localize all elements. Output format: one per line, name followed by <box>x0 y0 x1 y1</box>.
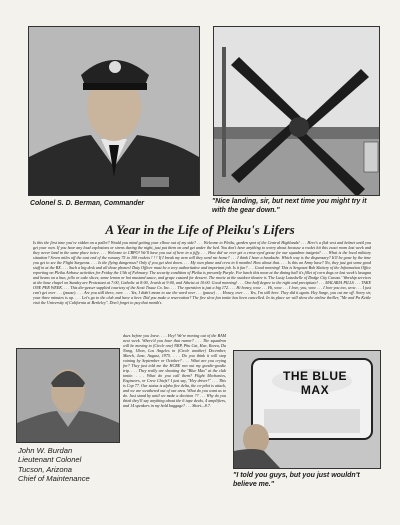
propeller-illustration <box>214 27 379 195</box>
burdan-hometown: Tucson, Arizona <box>18 464 73 474</box>
burdan-rank: Lieutenant Colonel <box>18 455 82 465</box>
commander-portrait-illustration <box>29 27 199 195</box>
article-paragraph-2: dues before you leave. . . . Hey! We're moving out of the BAM next week. Where'd you hear that rumor? . . . The squadron will be moving to (Circle one) NKP, Phu Cat, Hue, Korea, Da Nang, Ubon, Los Angeles in (Circle another) December, March, June, August, 1975. . . . Do you think it will stop raining by September or October? . . . What are you crying for? They just told me the HCRE ran out my goodie-goodie trip. . . . They really are shooting the "Blue Max" at the club tonite. . . . What do you call them? Flight Mechanics, Engineers, or Crew Chiefs? I just say, "Hey driver!" . . . This is Cop 77. Our status is alpha five delta, the co-pilot is attack, and we are weathered out of our area. What do you want us to do. Just stand by until we make a decision ?? . . . Why do you think they'll say anything about the 6 tape decks, 4 amplifiers, and 14 speakers in my hold baggage? . . . Short—8.7. <box>123 333 226 408</box>
bluemax-sign-text: THE BLUE MAX <box>283 369 347 397</box>
commander-photo <box>28 26 200 196</box>
commander-caption-text: Colonel S. D. Berman, Commander <box>30 200 145 207</box>
burdan-name: John W. Burdan <box>18 446 73 455</box>
burdan-portrait-illustration <box>17 349 119 442</box>
burdan-role: Chief of Maintenance <box>18 474 90 484</box>
propeller-photo <box>213 26 380 196</box>
bluemax-caption: "I told you guys, but you just wouldn't believe me." <box>233 472 360 488</box>
article-title: A Year in the Life of Pleiku's Lifers <box>105 222 295 237</box>
propeller-caption: "Nice landing, sir, but next time you might try it with the gear down." <box>212 198 367 214</box>
burdan-photo <box>16 348 120 443</box>
article-paragraph-1: Is this the first time you've ridden on a pallet? Would you mind getting your elbow out of my side? . . . Welcome to Pleiku, garden spot of the Central Highlands! . . . Here's a flak vest and helmet until you get your own. If you hear any loud explosions or sirens during the night, just put them on and get under the bed. You don't have anything to worry about because a rocket hit this exact room last week and they never land in the same place twice. . . . Welcome to CBPO! We'll have you out of here in a jiffy. . . . How did we ever get a cross-eyed goose for our squadron insignia? . . . What is the local military situation? Seven miles off the east end of the runway 75 to 100 rockets ! ! ! If I break my arm will they send me home? . . . I think I have a headache. Which way is the dispensary? It'll be gone by the time you get to see the Flight Surgeons. . . . Is the flying dangerous? Only if you get shot down. . . . My own plane and crew in 6 months! How about that. . . . Is this an Army base? No, they just got some good stuff in at the BX. . . . Such a big desk and all those phones! Duty Officer must be a very authoritative and important job. Is it fun? . . . Good morning! This is Sergeant Bob Slattery of the Information Office reporting on Pleiku Airbase activities for Friday the 13th of February. The security condition of Pleiku is presently Purple. For lunch this noon at the dining hall it's fillet of corn dogs or last week's lasagna and beans on a bun, jello or cake slices, some lemon or hot mustard sauce, and grape custard for dessert. The movie at the outdoor theatre is 'The Lusty Lotusbelle of Dodge City Caruso.' Worship services at the base chapel on Sunday are Protestant at 7:00, Catholic at 8:00, Jewish at 9:00, and Atheist at 10:00. Good morning! . . . One half degree to the right and precipitate! . . . MALARIA PILLS . . . TAKE ONE PER WEEK. . . . This die-gesser supplied courtesy of the Scott Tissue Co. Inc. . . . The operation is just a big 172. . . . Hi honey, wow . . . Hi, wow . . . I love, you, wow . . . I love you too, wow . . . I just can't get over . . . (pause). . . . Are you still there, over. . . . Yes, I didn't mean to use the word over . . . (pause) . . . Honey, over . . . Yes, I'm still here. They did it again. Hey Sarge, you cut me off. Sorry sir, your three minutes is up. . . . Let's go to the club and have a beer. Did you make a reservation? The five slow fan tonite has been cancelled. In its place we will show the airline thriller, "Me and Pa Kettle visit the University of California at Berkeley". Don't forget to pay that month's <box>33 240 371 305</box>
burdan-caption <box>18 446 118 484</box>
bluemax-photo <box>233 350 381 469</box>
